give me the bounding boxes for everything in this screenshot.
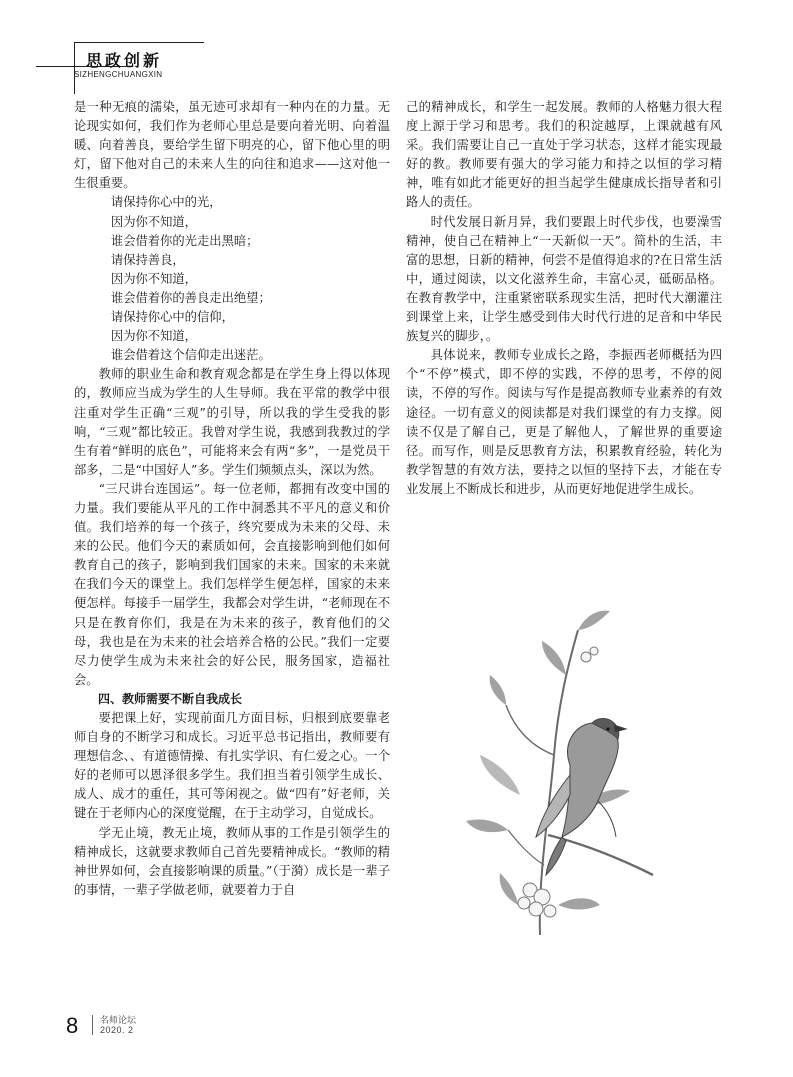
paragraph: 具体说来，教师专业成长之路，李振西老师概括为四个“不停”模式，即不停的实践，不停的思考，不停的阅读，不停的写作。阅读与写作是提高教师专业素养的有效途径。一切有意义的阅读都是对我们课堂的有力支撑。阅读不仅是了解自己，更是了解他人，了解世界的重要途径。而写作，则是反思教育方法，积累教育经验，转化为教学智慧的有效方法，要持之以恒的坚持下去，才能在专业发展上不断成长和进步，从而更好地促进学生成长。 xyxy=(406,348,722,496)
page-number: 8 xyxy=(66,1013,79,1038)
paragraph: 是一种无痕的濡染，虽无迹可求却有一种内在的力量。无论现实如何，我们作为老师心里总是要向着光明、向着温暖、向着善良，要给学生留下明亮的心，留下他心里的明灯，留下他对自己的未来人生的向往和追求——这对他一生很重要。 xyxy=(74,100,390,191)
paragraph: 时代发展日新月异，我们要跟上时代步伐，也要澡雪精神，使自己在精神上“一天新似一天”。简朴的生活，丰富的思想，日新的精神，何尝不是值得追求的?在日常生活中，通过阅读，以文化滋养生命，丰富心灵，砥砺品格。在教育教学中，注重紧密联系现实生活，把时代大潮灌注到课堂上来，让学生感受到伟大时代行进的足音和中华民族复兴的脚步，。 xyxy=(406,214,722,344)
left-column xyxy=(74,98,390,900)
paragraph: 己的精神成长，和学生一起发展。教师的人格魅力很大程度上源于学习和思考。我们的积淀越厚，上课就越有风采。我们需要让自己一直处于学习状态，这样才能实现最好的教。教师要有强大的学习能力和持之以恒的学习精神，唯有如此才能更好的担当起学生健康成长指导者和引路人的责任。 xyxy=(406,100,722,210)
paragraph: “三尺讲台连国运”。每一位老师，都拥有改变中国的力量。我们要能从平凡的工作中洞悉其不平凡的意义和价值。我们培养的每一个孩子，终究要成为未来的父母、未来的公民。他们今天的素质如何，会直接影响到他们如何教育自己的孩子，影响到我们国家的未来。国家的未来就在我们今天的课堂上。我们怎样学生便怎样，国家的未来便怎样。每接手一届学生，我都会对学生讲，“老师现在不只是在教育你们，我是在为未来的孩子，教育他们的父母，我也是在为未来的社会培养合格的公民。”我们一定要尽力使学生成为未来社会的好公民，服务国家，造福社会。 xyxy=(74,481,390,687)
right-column xyxy=(406,98,722,499)
section-pinyin: SIZHENGCHUANGXIN xyxy=(74,70,163,79)
header-rule-top xyxy=(74,42,204,43)
journal-name: 名师论坛 xyxy=(100,1016,137,1026)
paragraph: 要把课上好，实现前面几方面目标，归根到底要靠老师自身的不断学习和成长。习近平总书记指出，教师要有理想信念、、有道德情操、有扎实学识、有仁爱之心。一个好的老师可以恩泽很多学生。我们担当着引领学生成长、成人、成才的重任，其可等闲视之。做“四有”好老师，关键在于老师内心的深度觉醒，在于主动学习，自觉成长。 xyxy=(74,711,390,821)
footer-divider xyxy=(92,1015,93,1035)
poem-line: 谁会借着你的善良走出绝望； xyxy=(110,290,271,305)
section-title: 思政创新 xyxy=(86,51,163,70)
poem-line: 因为你不知道， xyxy=(110,271,197,286)
poem-line: 请保持你心中的光， xyxy=(110,195,222,210)
poem-line: 谁会借着你的光走出黑暗； xyxy=(110,233,259,248)
poem-line: 请保持善良， xyxy=(110,252,185,267)
poem-line: 因为你不知道， xyxy=(110,329,197,344)
section-heading: 四、教师需要不断自我成长 xyxy=(98,691,243,706)
bird-illustration xyxy=(458,605,658,945)
poem-line: 请保持你心中的信仰， xyxy=(110,310,234,325)
header-rule-vertical xyxy=(74,42,75,94)
paragraph: 学无止境，教无止境，教师从事的工作是引领学生的精神成长，这就要求教师自己首先要精神成长。“教师的精神世界如何，会直接影响课的质量。”（于漪）成长是一辈子的事情，一辈子学做老师，就要着力于自 xyxy=(74,825,390,897)
poem xyxy=(74,193,390,365)
paragraph: 教师的职业生命和教育观念都是在学生身上得以体现的，教师应当成为学生的人生导师。我在平常的教学中很注重对学生正确“三观”的引导，所以我的学生受我的影响，“三观”都比较正。我曾对学生说，我感到我教过的学生有着“鲜明的底色”，可能将来会有两“多”，一是党员干部多，二是“中国好人”多。学生们频频点头，深以为然。 xyxy=(74,367,390,477)
issue-date: 2020. 2 xyxy=(100,1025,134,1035)
poem-line: 谁会借着这个信仰走出迷茫。 xyxy=(110,348,271,363)
poem-line: 因为你不知道， xyxy=(110,214,197,229)
